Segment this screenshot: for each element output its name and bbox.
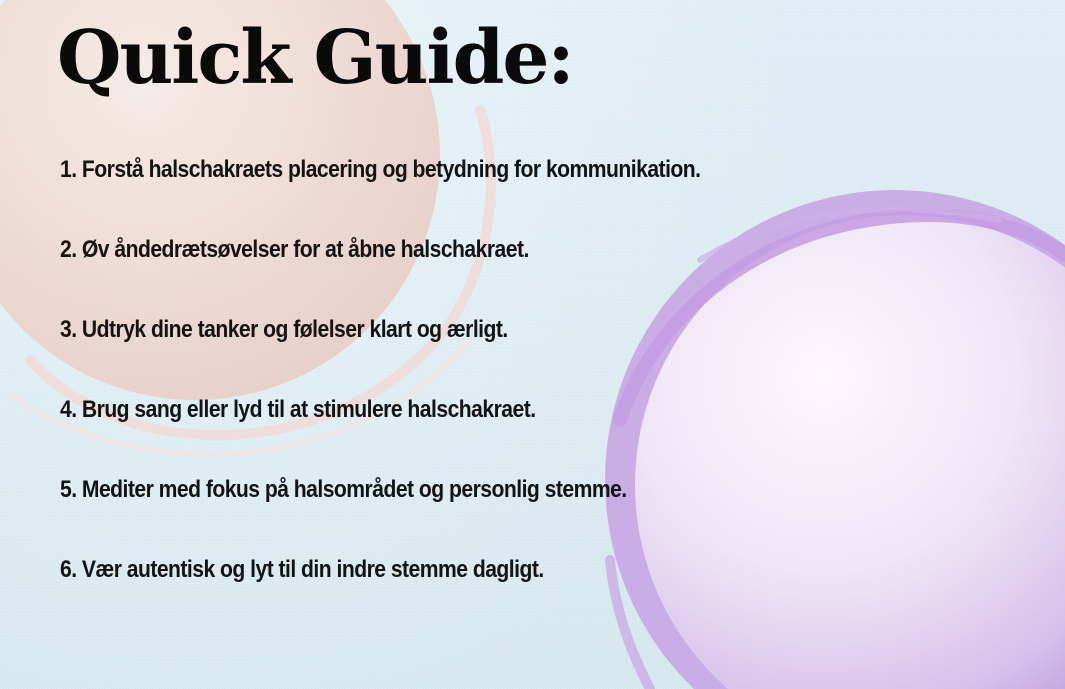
guide-step-5: 5. Mediter med fokus på halsområdet og personlig stemme. xyxy=(60,476,627,503)
guide-step-3: 3. Udtryk dine tanker og følelser klart og ærligt. xyxy=(60,316,508,343)
guide-list xyxy=(60,150,788,630)
guide-step-2: 2. Øv åndedrætsøvelser for at åbne halschakraet. xyxy=(60,236,529,263)
guide-step-6: 6. Vær autentisk og lyt til din indre stemme dagligt. xyxy=(60,556,544,583)
guide-step-1: 1. Forstå halschakraets placering og betydning for kommunikation. xyxy=(60,156,701,183)
guide-step-4: 4. Brug sang eller lyd til at stimulere halschakraet. xyxy=(60,396,536,423)
page-title: Quick Guide: xyxy=(57,15,573,101)
